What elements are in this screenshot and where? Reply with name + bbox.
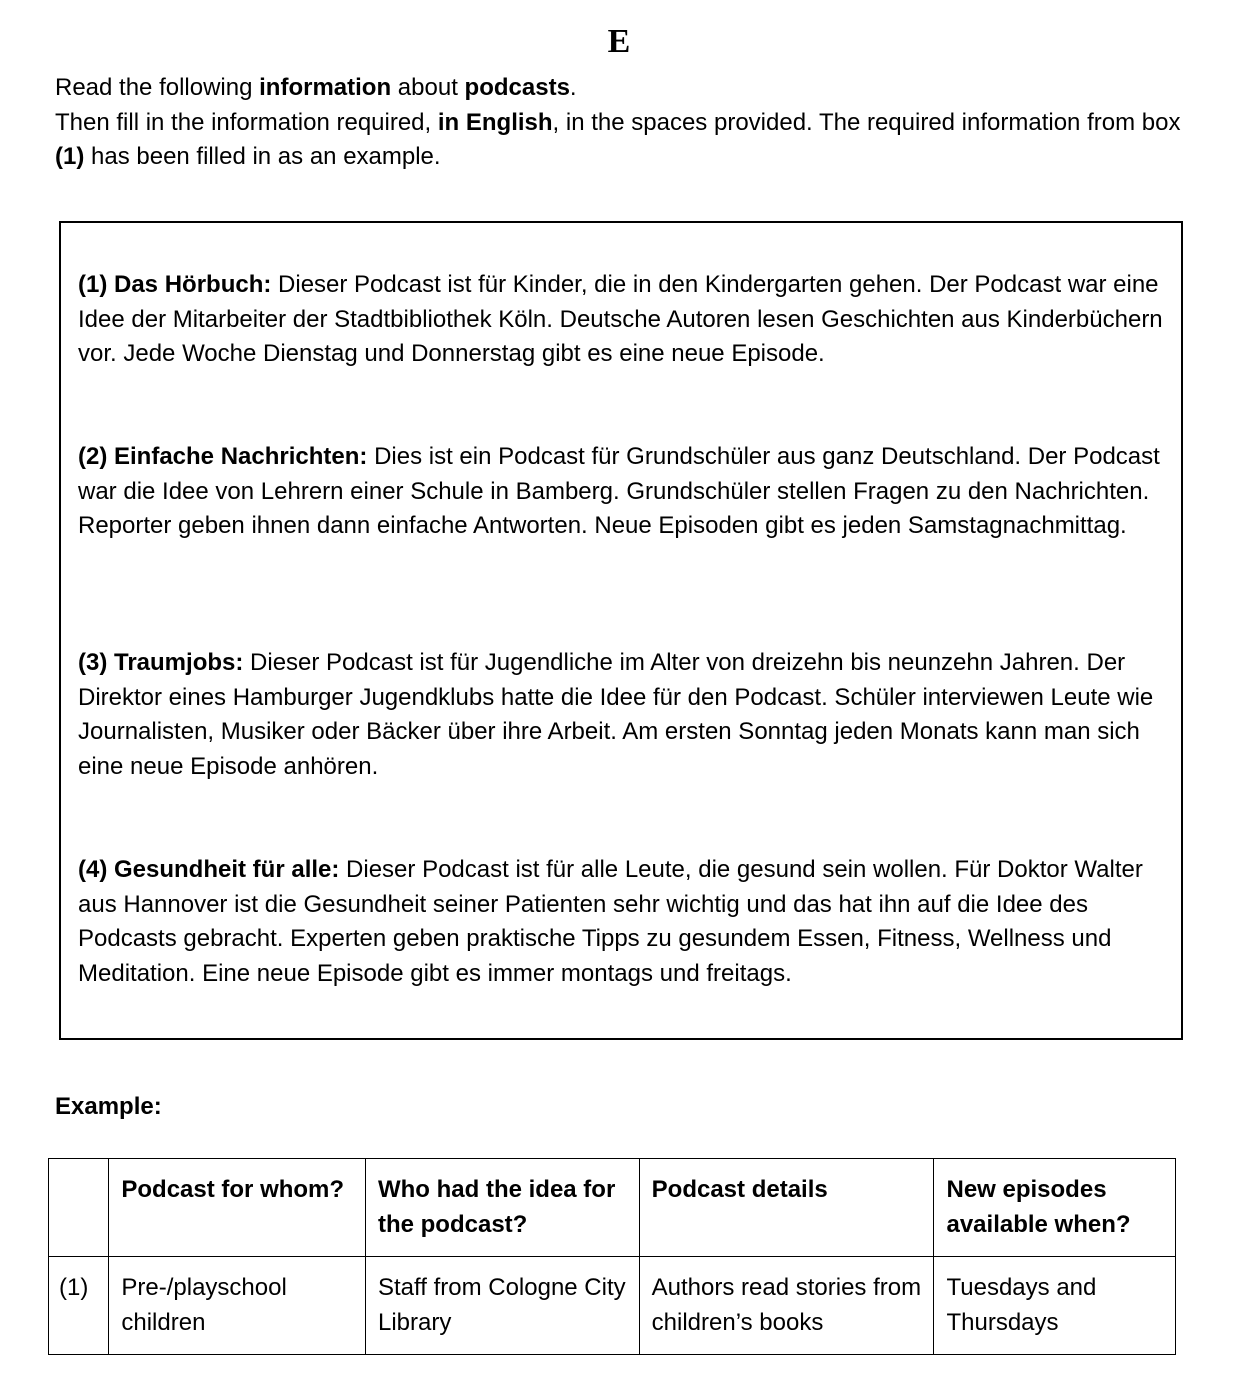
instructions-emphasis: (1) [55,143,85,170]
column-header-when: New episodes available when? [934,1159,1176,1257]
cell-idea: Staff from Cologne City Library [365,1257,639,1355]
instructions-text: . [569,74,577,101]
column-header-details: Podcast details [639,1159,934,1257]
cell-details: Authors read stories from children’s books [639,1257,934,1355]
passage-heading: (2) Einfache Nachrichten: [78,443,368,470]
instructions-text: about [391,74,465,101]
instructions-emphasis: in English [437,108,553,136]
instructions-text: , in the spaces provided. The required information from box [552,108,1181,136]
passage-3 [78,646,1163,784]
instructions-line-2 [55,106,1195,175]
example-label: Example: [55,1093,162,1120]
cell-for-whom: Pre-/playschool children [109,1257,366,1355]
instructions-emphasis: podcasts [464,74,570,101]
instructions-text: Then fill in the information required, [55,108,438,136]
instructions-text: Read the following [55,74,260,101]
passage-heading: (4) Gesundheit für alle: [78,856,340,883]
passage-4 [78,853,1163,991]
instructions-emphasis: information [259,74,392,101]
table-header-row [49,1159,1176,1257]
passage-heading: (3) Traumjobs: [78,649,244,676]
example-table [48,1158,1176,1355]
passage-heading: (1) Das Hörbuch: [78,271,272,298]
passage-text: Dieser Podcast ist für alle Leute, die gesund sein wollen. Für Doktor Walter aus Hannover ist die Gesundheit seiner Patienten sehr wichtig und das hat ihn auf die Idee des Podcasts gebracht. Experten geben praktische Tipps zu gesundem Essen, Fitness, Wellness und Meditation. Eine neue Episode gibt es immer montags und freitags. [78,856,1143,987]
passage-text: Dies ist ein Podcast für Grundschüler aus ganz Deutschland. Der Podcast war die Idee von Lehrern einer Schule in Bamberg. Grundschüler stellen Fragen zu den Nachrichten. Reporter geben ihnen dann einfache Antworten. Neue Episoden gibt es jeden Samstagnachmittag. [78,443,1160,539]
column-header-idea: Who had the idea for the podcast? [365,1159,639,1257]
passage-2 [78,440,1163,544]
cell-when: Tuesdays and Thursdays [934,1257,1176,1355]
instructions [55,71,1195,175]
section-letter: E [607,23,631,60]
passage-text: Dieser Podcast ist für Kinder, die in den Kindergarten gehen. Der Podcast war eine Idee der Mitarbeiter der Stadtbibliothek Köln. Deutsche Autoren lesen Geschichten aus Kinderbüchern vor. Jede Woche Dienstag und Donnerstag gibt es eine neue Episode. [78,271,1163,367]
passage-box [59,221,1183,1040]
passage-1 [78,268,1163,372]
column-header-for-whom: Podcast for whom? [109,1159,366,1257]
table-row [49,1257,1176,1355]
instructions-text: has been filled in as an example. [84,143,441,170]
instructions-line-1 [55,71,1195,106]
passage-text: Dieser Podcast ist für Jugendliche im Alter von dreizehn bis neunzehn Jahren. Der Direktor eines Hamburger Jugendklubs hatte die Idee für den Podcast. Schüler interviewen Leute wie Journalisten, Musiker oder Bäcker über ihre Arbeit. Am ersten Sonntag jeden Monats kann man sich eine neue Episode anhören. [78,649,1154,780]
column-header-number [49,1159,109,1257]
row-number: (1) [49,1257,109,1355]
